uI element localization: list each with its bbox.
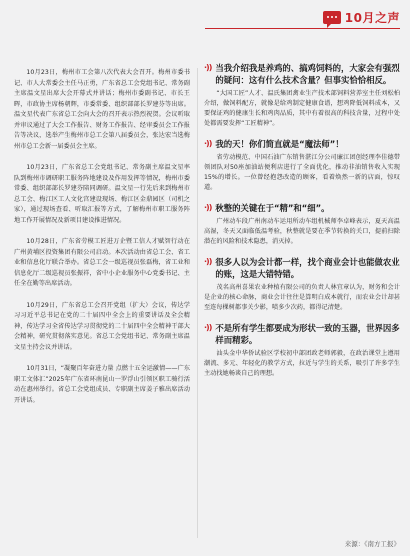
quote-headline: 不是所有学生都要成为形状一致的玉器，世界因多样而精彩。: [215, 323, 400, 345]
quote-headline: 秋整的关键在于“精”和“细”。: [215, 203, 330, 213]
header-rule: [205, 28, 400, 29]
sound-wave-icon: ·)): [204, 203, 212, 212]
quote-item: [204, 322, 400, 379]
quote-headline: 我的天！你们简直就是“魔法师”！: [215, 139, 344, 149]
news-paragraph: 10月23日，梅州市工会第八次代表大会召开。梅州市委书记、市人大常委会主任马正勇，广东省总工会党组书记、常务副主席温文星出席大会开幕式并讲话；梅州市委副书记、市长王晖，市政协主席杨朝辉，市委常委、组织部部长罗建芬等出席。温文星代表广东省总工会向大会的召开表示热烈祝贺。会议听取并审议通过了大会工作报告、财务工作报告、经审委员会工作报告等决议，选举产生梅州市总工会第八届委员会，张达宏当选梅州市总工会新一届委员会主席。: [14, 69, 190, 150]
source-credit: 来源：《南方工报》: [344, 540, 400, 548]
section-header: [323, 6, 400, 28]
speech-bubble-icon: [323, 11, 341, 24]
quote-body: 茂名高州喜果农业种植有限公司的负责人林宜章认为，财务和会计是企业的核心命脉，商业会计往往是算明白成本就行，而农业会计却甚至连每棵树都事关少影，喷多少次药，都得记清楚。: [204, 284, 400, 311]
news-paragraph: 10月23日，广东省总工会党组书记、常务副主席温文星率队到梅州市调研职工服务阵地建设及作用发挥等情况，梅州市委常委、组织部部长罗建芬陪同调研。温文星一行先后来到梅州市总工会、梅江区工人文化宫建设现场、梅江区金鼎园区（司机之家），通过现场查看、听取汇报等方式，了解梅州市职工服务阵地工作开展情况及新项目建设推进情况。: [14, 164, 190, 224]
news-paragraph: 10月29日，广东省总工会召开党组（扩大）会议，传达学习习近平总书记在党的二十届四中全会上的重要讲话及全会精神，传达学习全省传达学习贯彻党的二十届四中全会精神干部大会精神，研究贯彻落实意见。省总工会党组书记、常务副主席温文星主持会议并讲话。: [14, 301, 190, 351]
news-paragraph: 10月31日，“凝聚百年奋进力量 点燃十五全运激情——广东职工文体汇”2025年广东省环南昆山一罗浮山引领区职工骑行活动在惠州举行。省总工会党组成员、专职副主席姜子雅出席活动开讲话。: [14, 365, 190, 404]
section-title: 10月之声: [344, 10, 400, 25]
quote-body: 汕头金中华侨试验区学校初中部团政老师郭毅，在政治课堂上遵用潮流、多元、年轻化的教学方式，拉近与学生的关系，吸引了许多学生主动找她畅谈自己的理想。: [204, 350, 400, 377]
column-divider: [197, 68, 198, 538]
quote-body: 广州动车段广州南动车运用所动车组机械师李卓峰表示，夏天高温高湿，冬天又面临低温考验，秋整就是要在季节转换的关口，提前扫除潜在的风险和技术隐患，消灭掉。: [204, 218, 400, 245]
news-column: [14, 68, 190, 417]
quote-item: [204, 202, 400, 247]
quote-headline: 当我介绍我是养鸡的、搞鸡饲料的，大家会有强烈的疑问：这有什么技术含量？但事实恰恰相反。: [215, 63, 400, 85]
sound-wave-icon: ·)): [204, 323, 212, 332]
news-paragraph: 10月28日，广东省劳模工匠进万企暨工信人才赋智行动在广州黄埔区投资集团有限公司启动。本次活动由省总工会、省工业和信息化厅联合举办。省总工会一级巡视员张磊梅，省工业和信息化厅二级巡视员张振祥，省中小企业服务中心党委书记、主任全在勤等出席活动。: [14, 238, 190, 287]
quote-item: [204, 62, 400, 129]
sound-wave-icon: ·)): [204, 139, 212, 148]
sound-wave-icon: ·)): [204, 257, 212, 266]
quote-headline: 很多人以为会计都一样，找个商业会计也能做农业的账，这是大错特错。: [215, 257, 400, 279]
sound-wave-icon: ·)): [204, 63, 212, 72]
quote-body: “大国工匠”人才、温氏集团禽业生产技术部饲料营养室主任刘松柏介绍，做饲料配方，就像是给鸡制定健康食谱，想鸡降低饲料成本，又要保证鸡的健康生长和鸡肉品质，其中有着很高的科技含量，过程中处处都需要发挥“工匠精神”。: [204, 90, 400, 127]
quote-body: 省劳动模范、中国石油广东销售湛江分公司廉江团创经理李佳德带领团队对50座加油站便利店进行了全面优化，推动非油销售收入实现15%的增长。一位曾经抱怨改造的顾客，看着焕然一新的店面，惊叹道。: [204, 154, 400, 191]
quote-item: [204, 138, 400, 193]
quotes-column: [204, 62, 400, 388]
quote-item: [204, 256, 400, 313]
